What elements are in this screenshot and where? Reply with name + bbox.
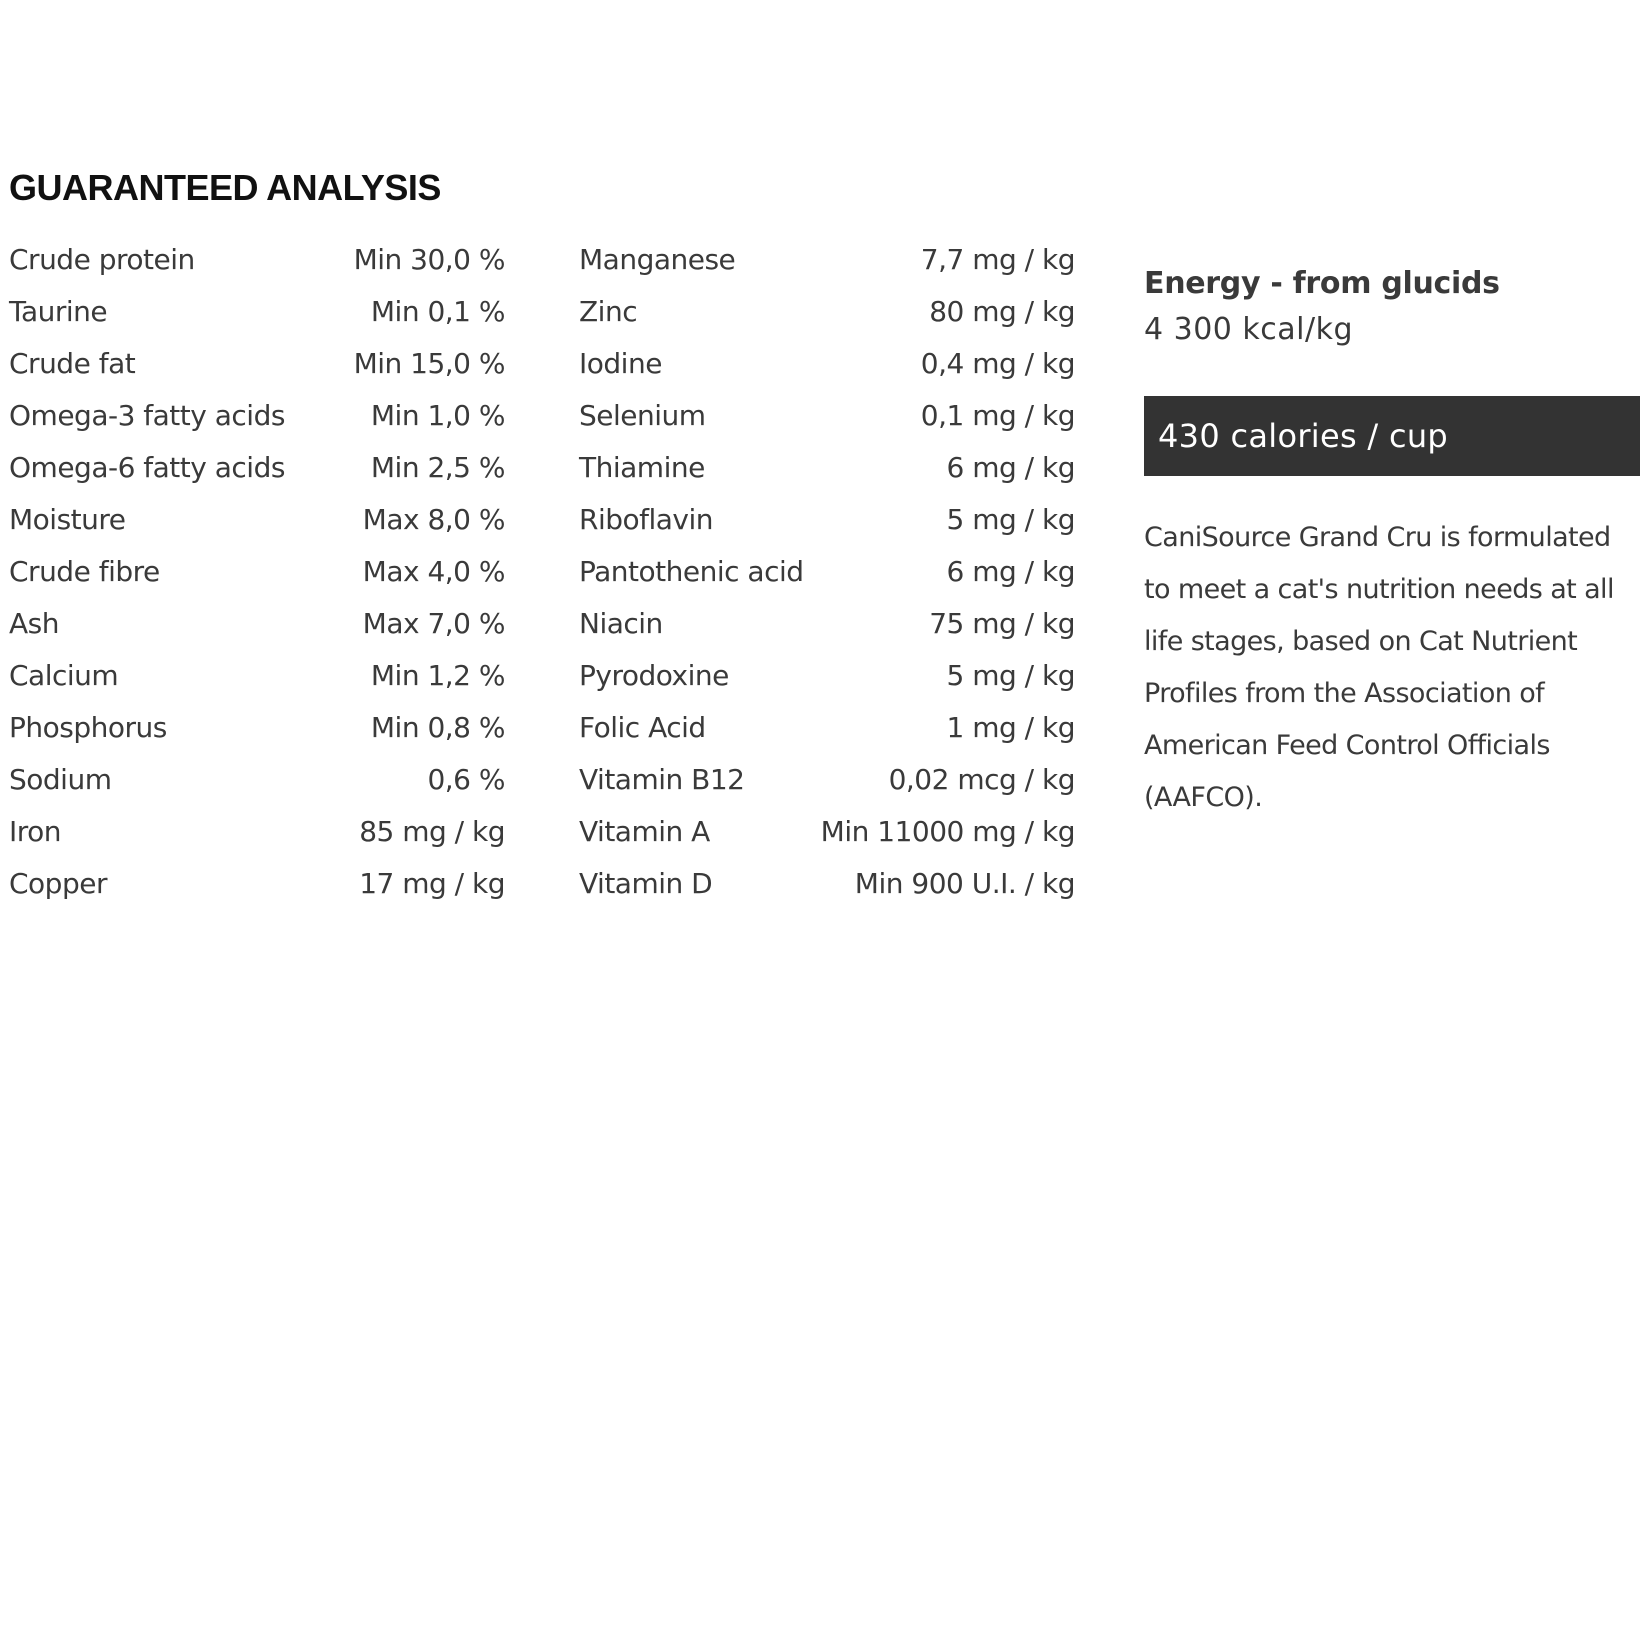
nutrient-name: Folic Acid (579, 711, 706, 744)
analysis-row (9, 390, 505, 442)
nutrient-value: 0,6 % (427, 763, 505, 796)
nutrient-name: Zinc (579, 295, 638, 328)
analysis-row (9, 754, 505, 806)
analysis-row (579, 338, 1075, 390)
nutrient-name: Omega-3 fatty acids (9, 399, 285, 432)
analysis-row (9, 598, 505, 650)
analysis-row (9, 338, 505, 390)
nutrient-name: Crude fat (9, 347, 136, 380)
nutrient-name: Vitamin D (579, 867, 713, 900)
analysis-column-right (579, 234, 1075, 910)
analysis-row (579, 702, 1075, 754)
analysis-row (9, 442, 505, 494)
section-title: GUARANTEED ANALYSIS (9, 167, 441, 208)
nutrient-name: Manganese (579, 243, 736, 276)
nutrient-value: 0,1 mg / kg (920, 399, 1075, 432)
description-text: CaniSource Grand Cru is formulated to meet a cat's nutrition needs at all life stages, based on Cat Nutrient Profiles from the Association of American Feed Control Officials (AAFCO). (1144, 522, 1614, 813)
nutrient-value: Min 11000 mg / kg (820, 815, 1075, 848)
nutrient-value: 17 mg / kg (359, 867, 505, 900)
energy-title: Energy - from glucids (1144, 266, 1500, 301)
analysis-row (9, 286, 505, 338)
nutrient-name: Selenium (579, 399, 706, 432)
nutrient-value: 85 mg / kg (359, 815, 505, 848)
energy-value: 4 300 kcal/kg (1144, 312, 1354, 347)
analysis-row (579, 754, 1075, 806)
analysis-row (9, 806, 505, 858)
nutrient-value: Max 7,0 % (362, 607, 505, 640)
nutrient-value: 7,7 mg / kg (920, 243, 1075, 276)
analysis-row (9, 702, 505, 754)
nutrient-name: Iodine (579, 347, 662, 380)
nutrient-value: Min 2,5 % (370, 451, 505, 484)
nutrient-value: 6 mg / kg (946, 555, 1075, 588)
nutrient-name: Niacin (579, 607, 663, 640)
nutrient-value: 5 mg / kg (946, 503, 1075, 536)
nutrient-value: Min 1,0 % (370, 399, 505, 432)
nutrient-name: Pyrodoxine (579, 659, 729, 692)
nutrient-name: Phosphorus (9, 711, 167, 744)
analysis-row (9, 650, 505, 702)
nutrient-value: 1 mg / kg (946, 711, 1075, 744)
analysis-row (579, 234, 1075, 286)
nutrient-value: Min 30,0 % (353, 243, 505, 276)
analysis-row (9, 234, 505, 286)
nutrient-value: Min 0,1 % (370, 295, 505, 328)
nutrient-value: 0,4 mg / kg (920, 347, 1075, 380)
nutrient-value: Min 0,8 % (370, 711, 505, 744)
analysis-row (579, 494, 1075, 546)
nutrient-name: Omega-6 fatty acids (9, 451, 285, 484)
nutrient-name: Crude fibre (9, 555, 160, 588)
nutrient-value: Min 900 U.I. / kg (854, 867, 1075, 900)
analysis-row (579, 546, 1075, 598)
energy-block (1144, 262, 1640, 354)
nutrient-value: 75 mg / kg (929, 607, 1075, 640)
nutrient-value: 5 mg / kg (946, 659, 1075, 692)
nutrient-name: Vitamin B12 (579, 763, 745, 796)
analysis-row (9, 546, 505, 598)
nutrient-name: Taurine (9, 295, 108, 328)
analysis-column-left (9, 234, 505, 910)
nutrient-value: Min 1,2 % (370, 659, 505, 692)
nutrient-name: Sodium (9, 763, 112, 796)
analysis-row (579, 442, 1075, 494)
nutrient-name: Moisture (9, 503, 126, 536)
nutrient-name: Ash (9, 607, 59, 640)
analysis-row (9, 858, 505, 910)
nutrient-value: 80 mg / kg (929, 295, 1075, 328)
analysis-row (579, 858, 1075, 910)
analysis-row (579, 650, 1075, 702)
nutrient-name: Crude protein (9, 243, 195, 276)
nutrient-name: Riboflavin (579, 503, 714, 536)
analysis-row (579, 390, 1075, 442)
analysis-row (9, 494, 505, 546)
nutrient-value: Min 15,0 % (353, 347, 505, 380)
calories-banner: 430 calories / cup (1144, 396, 1640, 476)
nutrient-name: Thiamine (579, 451, 705, 484)
analysis-row (579, 806, 1075, 858)
nutrient-name: Pantothenic acid (579, 555, 804, 588)
nutrient-name: Calcium (9, 659, 119, 692)
nutrient-value: Max 4,0 % (362, 555, 505, 588)
nutrient-name: Iron (9, 815, 62, 848)
nutrient-value: 6 mg / kg (946, 451, 1075, 484)
nutrient-value: Max 8,0 % (362, 503, 505, 536)
analysis-row (579, 598, 1075, 650)
nutrient-value: 0,02 mcg / kg (888, 763, 1075, 796)
nutrient-name: Vitamin A (579, 815, 710, 848)
analysis-row (579, 286, 1075, 338)
nutrient-name: Copper (9, 867, 107, 900)
